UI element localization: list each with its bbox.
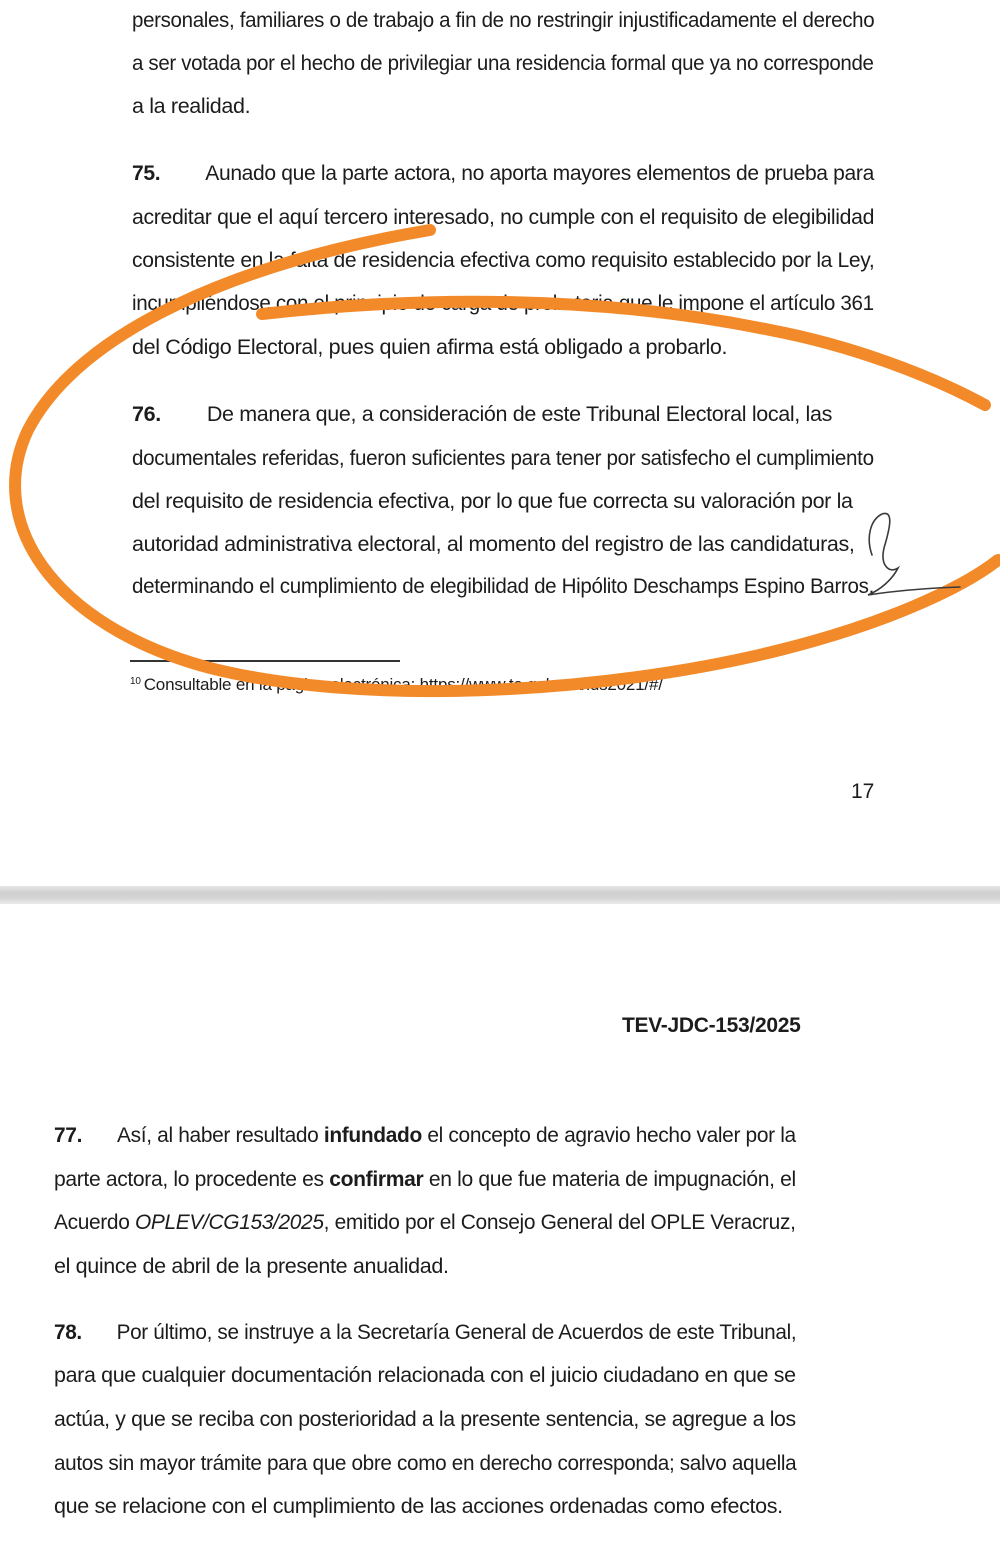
- continuation-line: a la realidad.: [132, 94, 251, 118]
- paragraph-78-line: autos sin mayor trámite para que obre como en derecho corresponda; salvo aquella: [54, 1451, 797, 1475]
- paragraph-77-line: [54, 1210, 796, 1235]
- page-separator: [0, 886, 1000, 904]
- footnote-text: Consultable en la página electrónica: https://www.te.gob.mx/ius2021/#/: [143, 675, 663, 694]
- paragraph-number: 75.: [132, 161, 161, 185]
- paragraph-text: Aunado que la parte actora, no aporta mayores elementos de prueba para: [205, 161, 874, 185]
- paragraph-text: , emitido por el Consejo General del OPLE Veracruz,: [323, 1210, 796, 1234]
- paragraph-78-first-line: [54, 1320, 796, 1345]
- paragraph-76-line: autoridad administrativa electoral, al momento del registro de las candidaturas,: [132, 532, 855, 556]
- paragraph-text: Por último, se instruye a la Secretaría General de Acuerdos de este Tribunal,: [116, 1320, 797, 1344]
- signature-mark: [868, 513, 960, 595]
- paragraph-text: Así, al haber resultado: [117, 1123, 324, 1147]
- paragraph-75-line: del Código Electoral, pues quien afirma está obligado a probarlo.: [132, 335, 728, 359]
- paragraph-78-line: que se relacione con el cumplimiento de las acciones ordenadas como efectos.: [54, 1494, 783, 1518]
- continuation-line: personales, familiares o de trabajo a fin de no restringir injustificadamente el derecho: [132, 8, 875, 32]
- footnote-marker: 10: [130, 676, 141, 687]
- paragraph-text: el concepto de agravio hecho valer por la: [421, 1123, 796, 1147]
- paragraph-77-line: [54, 1167, 796, 1192]
- agreement-reference: OPLEV/CG153/2025: [134, 1210, 324, 1234]
- paragraph-78-line: para que cualquier documentación relacionada con el juicio ciudadano en que se: [54, 1363, 796, 1387]
- paragraph-text: De manera que, a consideración de este Tribunal Electoral local, las: [206, 402, 832, 426]
- document-page-18: [0, 904, 1000, 1541]
- paragraph-75-line: incumpliéndose con el principio de carga de probatoria que le impone el artículo 361: [132, 291, 874, 315]
- paragraph-75-line: consistente en la falta de residencia efectiva como requisito establecido por la Ley,: [132, 248, 875, 272]
- paragraph-number: 77.: [54, 1123, 83, 1147]
- paragraph-75-first-line: [132, 161, 874, 186]
- case-identifier: TEV-JDC-153/2025: [622, 1014, 801, 1037]
- footnote: [130, 675, 663, 695]
- paragraph-75-line: acreditar que el aquí tercero interesado, no cumple con el requisito de elegibilidad: [132, 205, 875, 229]
- paragraph-77-first-line: [54, 1123, 796, 1148]
- emphasis-infundado: infundado: [323, 1123, 422, 1147]
- paragraph-78-line: actúa, y que se reciba con posterioridad a la presente sentencia, se agregue a los: [54, 1407, 796, 1431]
- paragraph-76-line: determinando el cumplimiento de elegibilidad de Hipólito Deschamps Espino Barros.: [132, 574, 874, 598]
- paragraph-text: parte actora, lo procedente es: [54, 1167, 330, 1191]
- page-number: 17: [851, 780, 875, 803]
- footnote-separator: [130, 660, 400, 662]
- paragraph-number: 78.: [54, 1320, 82, 1344]
- paragraph-number: 76.: [132, 402, 161, 426]
- continuation-line: a ser votada por el hecho de privilegiar una residencia formal que ya no corresponde: [132, 51, 874, 75]
- paragraph-text: en lo que fue materia de impugnación, el: [423, 1167, 796, 1191]
- emphasis-confirmar: confirmar: [329, 1167, 424, 1191]
- paragraph-76-line: documentales referidas, fueron suficientes para tener por satisfecho el cumplimiento: [132, 446, 874, 470]
- paragraph-76-first-line: [132, 402, 832, 427]
- paragraph-77-line: el quince de abril de la presente anualidad.: [54, 1254, 449, 1278]
- paragraph-text: Acuerdo: [54, 1210, 135, 1234]
- paragraph-76-line: del requisito de residencia efectiva, por lo que fue correcta su valoración por la: [132, 489, 853, 513]
